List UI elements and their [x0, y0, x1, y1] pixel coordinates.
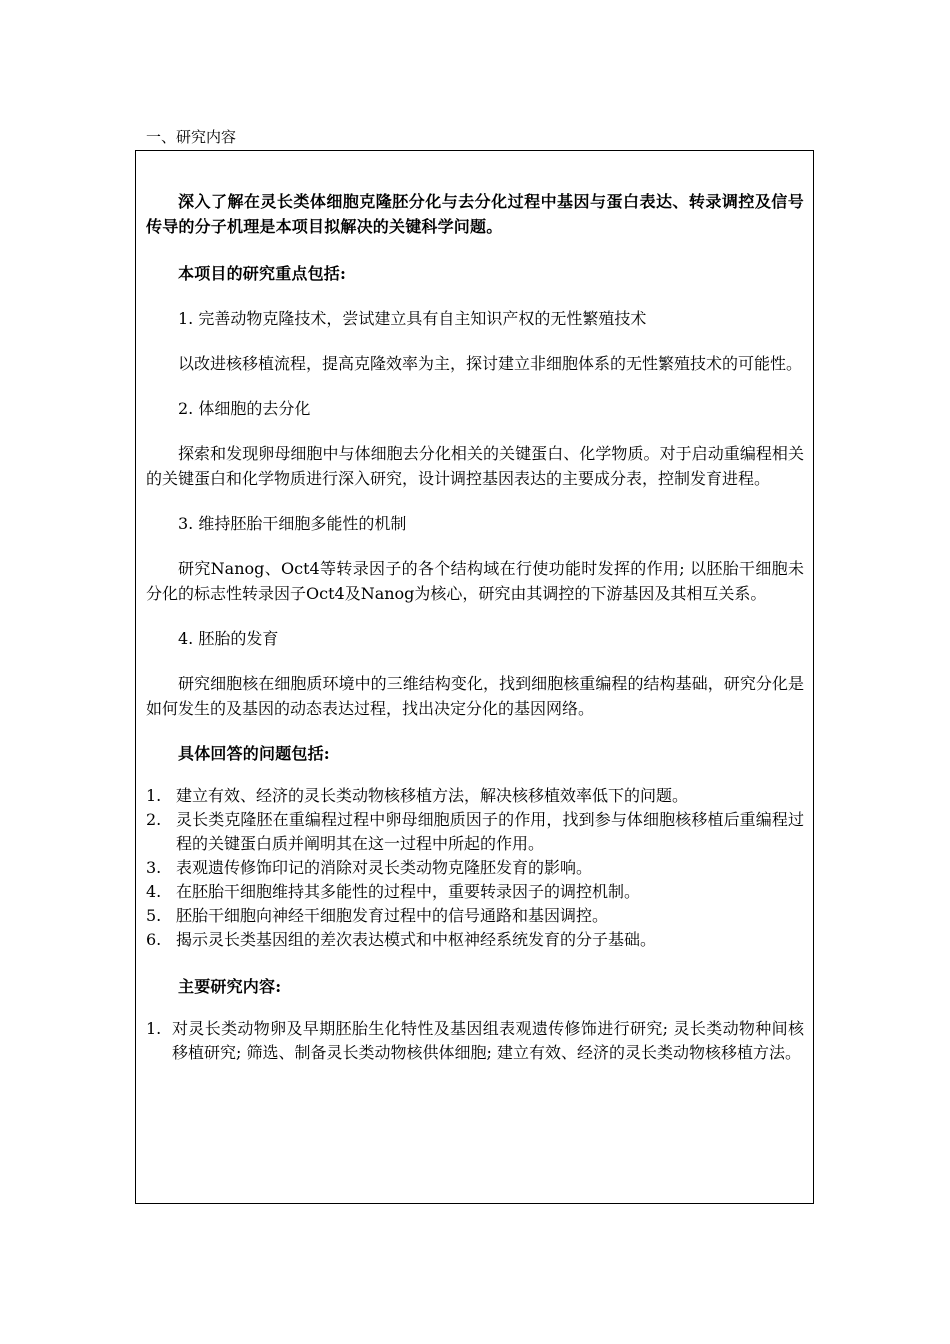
- focus-item-2-title: 2. 体细胞的去分化: [178, 399, 311, 418]
- question-number: 2.: [146, 810, 162, 829]
- question-number: 5.: [146, 906, 162, 925]
- contents-list: [146, 1017, 804, 1065]
- questions-heading: 具体回答的问题包括:: [178, 744, 330, 763]
- focus-heading: 本项目的研究重点包括:: [178, 264, 347, 283]
- question-text: 建立有效、经济的灵长类动物核移植方法，解决核移植效率低下的问题。: [176, 786, 689, 805]
- question-number: 3.: [146, 858, 162, 877]
- question-item: [146, 856, 804, 880]
- question-number: 6.: [146, 930, 162, 949]
- focus-item-4-body: 研究细胞核在细胞质环境中的三维结构变化，找到细胞核重编程的结构基础，研究分化是如何发生的及基因的动态表达过程，找出决定分化的基因网络。: [146, 674, 804, 718]
- focus-item-4-title: 4. 胚胎的发育: [178, 629, 279, 648]
- focus-item-3-title: 3. 维持胚胎干细胞多能性的机制: [178, 514, 407, 533]
- focus-item-3-body: 研究Nanog、Oct4等转录因子的各个结构域在行使功能时发挥的作用; 以胚胎干细胞未分化的标志性转录因子Oct4及Nanog为核心，研究由其调控的下游基因及其相互关系。: [146, 559, 804, 603]
- question-text: 揭示灵长类基因组的差次表达模式和中枢神经系统发育的分子基础。: [176, 930, 657, 949]
- section-title: 一、研究内容: [146, 128, 237, 146]
- question-item: [146, 904, 804, 928]
- content-number: 1.: [146, 1019, 162, 1038]
- question-item: [146, 880, 804, 904]
- intro-paragraph: 深入了解在灵长类体细胞克隆胚分化与去分化过程中基因与蛋白表达、转录调控及信号传导的分子机理是本项目拟解决的关键科学问题。: [146, 192, 804, 236]
- research-content: [146, 189, 804, 1065]
- focus-item-2-body: 探索和发现卵母细胞中与体细胞去分化相关的关键蛋白、化学物质。对于启动重编程相关的关键蛋白和化学物质进行深入研究，设计调控基因表达的主要成分表，控制发育进程。: [146, 444, 804, 488]
- focus-item-1-body: 以改进核移植流程，提高克隆效率为主，探讨建立非细胞体系的无性繁殖技术的可能性。: [178, 354, 803, 373]
- question-item: [146, 928, 804, 952]
- research-content-box: [135, 150, 814, 1204]
- content-heading: 主要研究内容:: [178, 977, 282, 996]
- question-number: 4.: [146, 882, 162, 901]
- question-number: 1.: [146, 786, 162, 805]
- question-item: [146, 808, 804, 856]
- content-item: [146, 1017, 804, 1065]
- focus-item-1-title: 1. 完善动物克隆技术，尝试建立具有自主知识产权的无性繁殖技术: [178, 309, 647, 328]
- questions-list: [146, 784, 804, 952]
- question-item: [146, 784, 804, 808]
- content-text: 对灵长类动物卵及早期胚胎生化特性及基因组表观遗传修饰进行研究; 灵长类动物种间核移植研究; 筛选、制备灵长类动物核供体细胞; 建立有效、经济的灵长类动物核移植方法。: [172, 1019, 804, 1062]
- question-text: 表观遗传修饰印记的消除对灵长类动物克隆胚发育的影响。: [176, 858, 593, 877]
- question-text: 在胚胎干细胞维持其多能性的过程中，重要转录因子的调控机制。: [176, 882, 641, 901]
- question-text: 灵长类克隆胚在重编程过程中卵母细胞质因子的作用，找到参与体细胞核移植后重编程过程的关键蛋白质并阐明其在这一过程中所起的作用。: [176, 810, 804, 853]
- question-text: 胚胎干细胞向神经干细胞发育过程中的信号通路和基因调控。: [176, 906, 609, 925]
